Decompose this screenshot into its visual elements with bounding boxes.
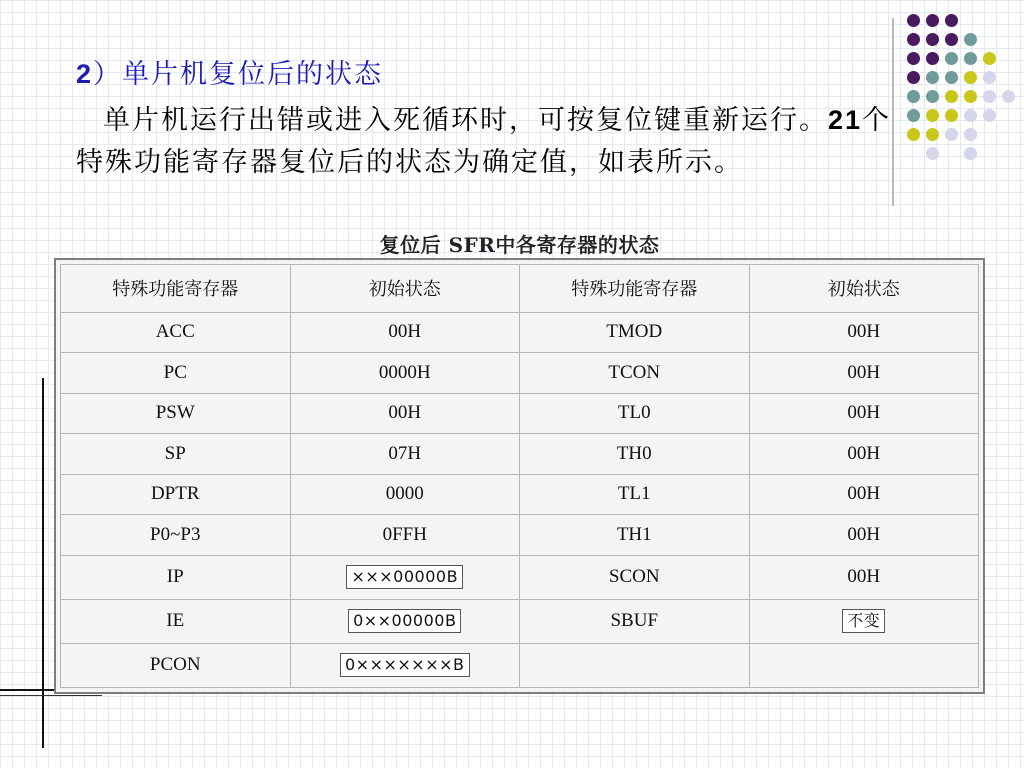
register-name-cell: SP <box>61 434 291 475</box>
register-name-cell: DPTR <box>61 474 291 515</box>
decorative-dot <box>983 109 996 122</box>
paragraph-part-2: 个特殊功能寄存器复位后的状态为确定值，如表所示。 <box>76 105 892 178</box>
decorative-dot <box>945 128 958 141</box>
section-heading-number: 2 <box>76 59 94 89</box>
table-row <box>61 555 979 599</box>
decorative-dot <box>926 109 939 122</box>
register-name-cell: TL1 <box>520 474 750 515</box>
decorative-dot <box>907 52 920 65</box>
boxed-value: 0×××××××B <box>340 653 470 677</box>
decorative-dot <box>964 109 977 122</box>
register-name-cell: TCON <box>520 353 750 394</box>
section-heading-text: ）单片机复位后的状态 <box>93 59 384 90</box>
decorative-dot <box>907 109 920 122</box>
decorative-dot <box>945 71 958 84</box>
decorative-dot <box>945 52 958 65</box>
register-name-cell: PSW <box>61 393 291 434</box>
initial-state-cell: 00H <box>749 555 979 599</box>
decorative-dot <box>926 147 939 160</box>
register-name-cell <box>520 643 750 687</box>
section-heading <box>76 52 383 91</box>
table-row <box>61 599 979 643</box>
initial-state-cell <box>290 555 520 599</box>
initial-state-cell <box>290 599 520 643</box>
decorative-dot <box>907 33 920 46</box>
decorative-left-vertical-line <box>42 378 44 748</box>
decorative-dot <box>907 14 920 27</box>
paragraph-register-count: 21 <box>828 105 863 135</box>
register-name-cell: PCON <box>61 643 291 687</box>
register-name-cell: PC <box>61 353 291 394</box>
initial-state-cell: 07H <box>290 434 520 475</box>
decorative-dot <box>964 52 977 65</box>
decorative-dot <box>926 52 939 65</box>
register-name-cell: IE <box>61 599 291 643</box>
decorative-dot <box>964 71 977 84</box>
decorative-dot <box>983 90 996 103</box>
table-row <box>61 515 979 556</box>
decorative-dot <box>926 14 939 27</box>
decorative-dot <box>945 90 958 103</box>
header-register-2: 特殊功能寄存器 <box>520 265 750 313</box>
initial-state-cell: 00H <box>749 353 979 394</box>
initial-state-cell <box>749 643 979 687</box>
register-name-cell: TH1 <box>520 515 750 556</box>
decorative-dot <box>983 52 996 65</box>
decorative-dot <box>907 71 920 84</box>
initial-state-cell <box>749 599 979 643</box>
table-caption: 复位后 SFR中各寄存器的状态 <box>379 233 660 257</box>
sfr-reset-state-table <box>60 264 979 688</box>
initial-state-cell <box>290 643 520 687</box>
sfr-table-frame <box>54 258 985 694</box>
decorative-dot <box>926 128 939 141</box>
paragraph-part-1: 单片机运行出错或进入死循环时，可按复位键重新运行。 <box>103 105 828 136</box>
initial-state-cell: 0FFH <box>290 515 520 556</box>
table-row <box>61 643 979 687</box>
table-row <box>61 393 979 434</box>
decorative-dot <box>945 14 958 27</box>
table-row <box>61 353 979 394</box>
table-row <box>61 312 979 353</box>
table-row <box>61 434 979 475</box>
initial-state-cell: 00H <box>749 515 979 556</box>
header-initial-state-1: 初始状态 <box>290 265 520 313</box>
header-initial-state-2: 初始状态 <box>749 265 979 313</box>
decorative-dot-grid <box>907 14 1011 164</box>
decorative-dot <box>964 33 977 46</box>
register-name-cell: TH0 <box>520 434 750 475</box>
initial-state-cell: 00H <box>290 393 520 434</box>
decorative-dot <box>983 71 996 84</box>
decorative-dot <box>907 90 920 103</box>
register-name-cell: TMOD <box>520 312 750 353</box>
initial-state-cell: 00H <box>749 312 979 353</box>
initial-state-cell: 00H <box>290 312 520 353</box>
decorative-dot <box>926 33 939 46</box>
register-name-cell: P0~P3 <box>61 515 291 556</box>
register-name-cell: IP <box>61 555 291 599</box>
decorative-dot <box>926 71 939 84</box>
decorative-dot <box>964 128 977 141</box>
decorative-dot <box>964 90 977 103</box>
decorative-left-thin-line <box>0 695 102 696</box>
header-register-1: 特殊功能寄存器 <box>61 265 291 313</box>
register-name-cell: SCON <box>520 555 750 599</box>
table-header-row <box>61 265 979 313</box>
initial-state-cell: 0000H <box>290 353 520 394</box>
decorative-dot <box>926 90 939 103</box>
body-paragraph <box>76 99 904 184</box>
initial-state-cell: 00H <box>749 393 979 434</box>
table-row <box>61 474 979 515</box>
decorative-dot <box>907 128 920 141</box>
decorative-dot <box>1002 90 1015 103</box>
boxed-value: ×××00000B <box>346 565 463 589</box>
boxed-value: 0××00000B <box>348 609 461 633</box>
decorative-dot <box>945 109 958 122</box>
decorative-dot <box>945 33 958 46</box>
register-name-cell: TL0 <box>520 393 750 434</box>
initial-state-cell: 00H <box>749 434 979 475</box>
initial-state-cell: 00H <box>749 474 979 515</box>
register-name-cell: SBUF <box>520 599 750 643</box>
register-name-cell: ACC <box>61 312 291 353</box>
initial-state-cell: 0000 <box>290 474 520 515</box>
decorative-dot <box>964 147 977 160</box>
boxed-value: 不变 <box>842 609 885 633</box>
